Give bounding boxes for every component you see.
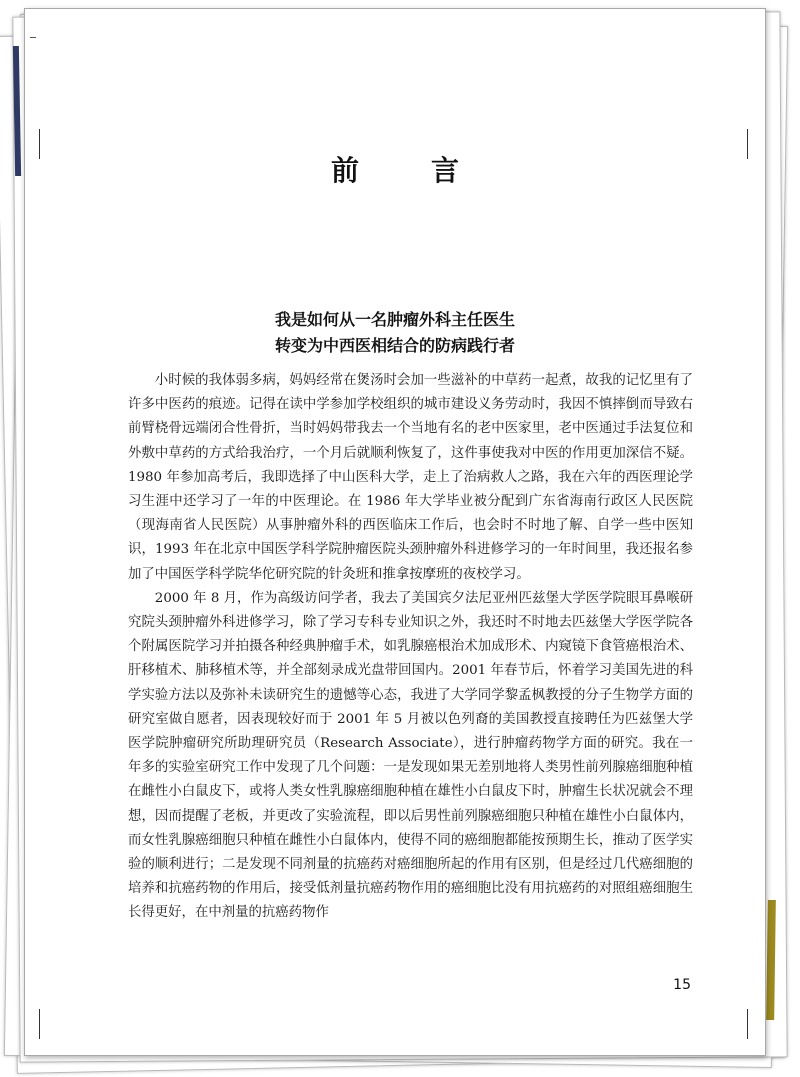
document-page — [24, 8, 766, 1056]
crop-mark — [30, 37, 36, 38]
paragraph: 小时候的我体弱多病，妈妈经常在煲汤时会加一些滋补的中草药一起煮，故我的记忆里有了许多中医药的痕迹。记得在读中学参加学校组织的城市建设义务劳动时，我因不慎摔倒而导致右前臂桡骨远端闭合性骨折，当时妈妈带我去一个当地有名的老中医家里，老中医通过手法复位和外敷中草药的方式给我治疗，一个月后就顺利恢复了，这件事使我对中医的作用更加深信不疑。1980 年参加高考后，我即选择了中山医科大学，走上了治病救人之路，我在六年的西医理论学习生涯中还学习了一年的中医理论。在 1986 年大学毕业被分配到广东省海南行政区人民医院（现海南省人民医院）从事肿瘤外科的西医临床工作后，也会时不时地了解、自学一些中医知识，1993 年在北京中国医学科学院肿瘤医院头颈肿瘤外科进修学习的一年时间里，我还报名参加了中国医学科学院华佗研究院的针灸班和推拿按摩班的夜校学习。 — [128, 373, 693, 582]
paragraph: 2000 年 8 月，作为高级访问学者，我去了美国宾夕法尼亚州匹兹堡大学医学院眼耳鼻喉研究院头颈肿瘤外科进修学习，除了学习专科专业知识之外，我还时不时地去匹兹堡大学医学院各个附属医院学习并拍摄各种经典肿瘤手术，如乳腺癌根治术加成形术、内窥镜下食管癌根治术、肝移植术、肺移植术等，并全部刻录成光盘带回国内。2001 年春节后，怀着学习美国先进的科学实验方法以及弥补未读研究生的遗憾等心态，我进了大学同学黎孟枫教授的分子生物学方面的研究室做自愿者，因表现较好而于 2001 年 5 月被以色列裔的美国教授直接聘任为匹兹堡大学医学院肿瘤研究所助理研究员（Research Associate），进行肿瘤药物学方面的研究。我在一年多的实验室研究工作中发现了几个问题：一是发现如果无差别地将人类男性前列腺癌细胞种植在雌性小白鼠皮下，或将人类女性乳腺癌细胞种植在雄性小白鼠皮下时，肿瘤生长状况就会不理想，因而提醒了老板，并更改了实验流程，即以后男性前列腺癌细胞只种植在雄性小白鼠体内，而女性乳腺癌细胞只种植在雌性小白鼠体内，使得不同的癌细胞都能按预期生长，推动了医学实验的顺利进行；二是发现不同剂量的抗癌药对癌细胞所起的作用有区别，但是经过几代癌细胞的培养和抗癌药物的作用后，接受低剂量抗癌药物作用的癌细胞比没有用抗癌药的对照组癌细胞生长得更好，在中剂量的抗癌药物作 — [128, 590, 693, 921]
crop-mark — [39, 1009, 40, 1039]
body-text — [128, 369, 693, 926]
page-title: 前 言 — [330, 154, 481, 187]
subtitle-line-2: 转变为中西医相结合的防病践行者 — [274, 336, 515, 355]
cover-edge-gold — [766, 900, 776, 1020]
page-number: 15 — [673, 977, 691, 993]
subtitle-line-1: 我是如何从一名肿瘤外科主任医生 — [274, 310, 515, 329]
crop-mark — [747, 1009, 748, 1039]
